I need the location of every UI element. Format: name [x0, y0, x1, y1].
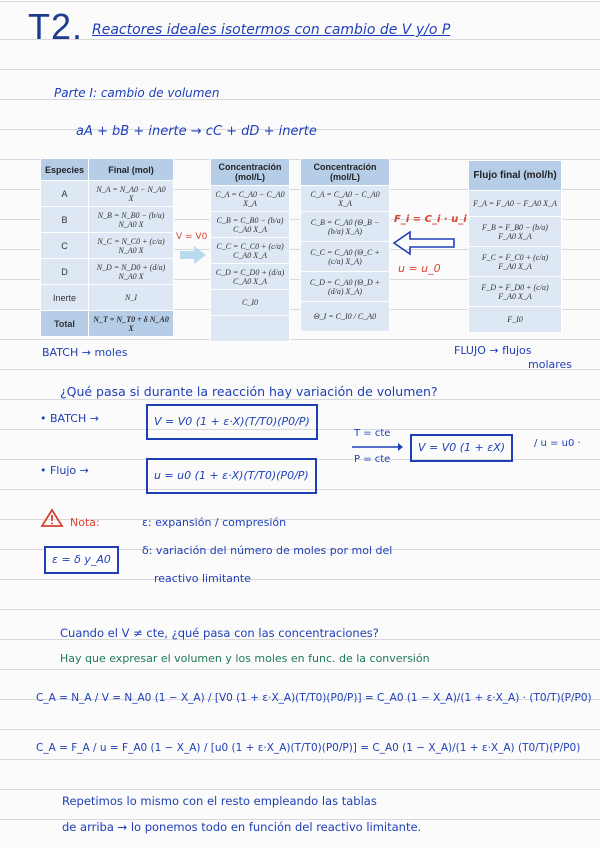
conc-question: Cuando el V ≠ cte, ¿qué pasa con las concentraciones? [60, 626, 379, 640]
page-title: Reactores ideales isotermos con cambio de V y/o P [92, 22, 451, 38]
species-cell: Inerte [41, 285, 89, 311]
conc-cell: C_B = C_B0 − (b/a) C_A0 X_A [211, 212, 290, 238]
concentration-equation-batch: C_A = N_A / V = N_A0 (1 − X_A) / [V0 (1 + ε·X_A)(T/T0)(P0/P)] = C_A0 (1 − X_A)/(1 + ε·X_A) · (T0/T)(P/P0) [36, 692, 592, 704]
moles-cell: N_C = N_C0 + (c/a) N_A0 X [89, 233, 174, 259]
moles-cell: N_T = N_T0 + δ N_A0 X [89, 311, 174, 337]
delta-definition: δ: variación del número de moles por mol del [142, 544, 393, 557]
u-constant-note: u = u_0 [398, 262, 441, 275]
delta-definition-2: reactivo limitante [154, 572, 251, 585]
conc-cell: C_B = C_A0 (Θ_B − (b/a) X_A) [301, 212, 390, 242]
conc-cell: C_A = C_A0 − C_A0 X_A [211, 186, 290, 212]
u-simplified: / u = u0 · [534, 438, 581, 449]
species-cell: A [41, 181, 89, 207]
footer-line-1: Repetimos lo mismo con el resto empleando las tablas [62, 794, 377, 808]
flow-cell: F_B = F_B0 − (b/a) F_A0 X_A [469, 217, 562, 247]
title-number: T2. [28, 6, 84, 47]
flow-cell: F_D = F_D0 + (c/a) F_A0 X_A [469, 277, 562, 307]
right-arrow-icon [178, 244, 208, 266]
col-header: Final (mol) [89, 159, 174, 181]
nota-label: Nota: [70, 516, 100, 529]
flujo-volume-equation: u = u0 (1 + ε·X)(T/T0)(P0/P) [146, 458, 317, 494]
left-arrow-icon [392, 230, 458, 256]
conc-cell: C_A = C_A0 − C_A0 X_A [301, 186, 390, 212]
flow-cell: F_C = F_C0 + (c/a) F_A0 X_A [469, 247, 562, 277]
conc-cell: C_D = C_A0 (Θ_D + (d/a) X_A) [301, 272, 390, 302]
col-header: Especies [41, 159, 89, 181]
p-constant: P = cte [354, 454, 391, 465]
condition-arrow-icon [350, 442, 404, 452]
footer-line-2: de arriba → lo ponemos todo en función del reactivo limitante. [62, 820, 422, 834]
conc-answer: Hay que expresar el volumen y los moles en func. de la conversión [60, 652, 430, 665]
warning-icon [40, 508, 64, 528]
col-header: Concentración (mol/L) [211, 159, 290, 186]
moles-cell: N_I [89, 285, 174, 311]
flow-cell: F_I0 [469, 307, 562, 333]
conc-cell: C_D = C_D0 + (d/a) C_A0 X_A [211, 264, 290, 290]
v-constant-label: V = V0 [176, 232, 208, 242]
conc-cell: C_I0 [211, 290, 290, 316]
species-cell: Total [41, 311, 89, 337]
flujo-label-2: molares [528, 358, 573, 371]
flow-definition: F_i = C_i · u_i [394, 214, 467, 225]
batch-eq-label: • BATCH → [40, 412, 99, 425]
conc-cell: C_C = C_A0 (Θ_C + (c/a) X_A) [301, 242, 390, 272]
conc-cell: C_C = C_C0 + (c/a) C_A0 X_A [211, 238, 290, 264]
moles-table [40, 158, 174, 337]
moles-cell: N_D = N_D0 + (d/a) N_A0 X [89, 259, 174, 285]
col-header: Concentración (mol/L) [301, 159, 390, 186]
flujo-label: FLUJO → flujos [454, 344, 532, 357]
t-constant: T = cte [354, 428, 391, 439]
concentration-table-2 [300, 158, 390, 332]
conc-cell-empty [211, 316, 290, 342]
concentration-equation-flow: C_A = F_A / u = F_A0 (1 − X_A) / [u0 (1 + ε·X_A)(T/T0)(P0/P)] = C_A0 (1 − X_A)/(1 + ε·X_A) (T0/T)(P/P0) [36, 742, 581, 754]
concentration-table-1 [210, 158, 290, 342]
species-cell: C [41, 233, 89, 259]
flow-table [468, 160, 562, 333]
moles-cell: N_A = N_A0 − N_A0 X [89, 181, 174, 207]
conc-cell: Θ_I = C_I0 / C_A0 [301, 302, 390, 332]
col-header: Flujo final (mol/h) [469, 161, 562, 191]
simplified-volume-equation: V = V0 (1 + εX) [410, 434, 513, 462]
epsilon-definition: ε: expansión / compresión [142, 516, 287, 529]
part1-heading: Parte I: cambio de volumen [54, 86, 220, 100]
batch-label: BATCH → moles [42, 346, 128, 359]
flujo-eq-label: • Flujo → [40, 464, 89, 477]
epsilon-formula: ε = δ y_A0 [44, 546, 119, 574]
moles-cell: N_B = N_B0 − (b/a) N_A0 X [89, 207, 174, 233]
batch-volume-equation: V = V0 (1 + ε·X)(T/T0)(P0/P) [146, 404, 318, 440]
species-cell: B [41, 207, 89, 233]
species-cell: D [41, 259, 89, 285]
question-text: ¿Qué pasa si durante la reacción hay variación de volumen? [60, 384, 438, 399]
reaction-equation: aA + bB + inerte → cC + dD + inerte [76, 124, 317, 139]
flow-cell: F_A = F_A0 − F_A0 X_A [469, 191, 562, 217]
